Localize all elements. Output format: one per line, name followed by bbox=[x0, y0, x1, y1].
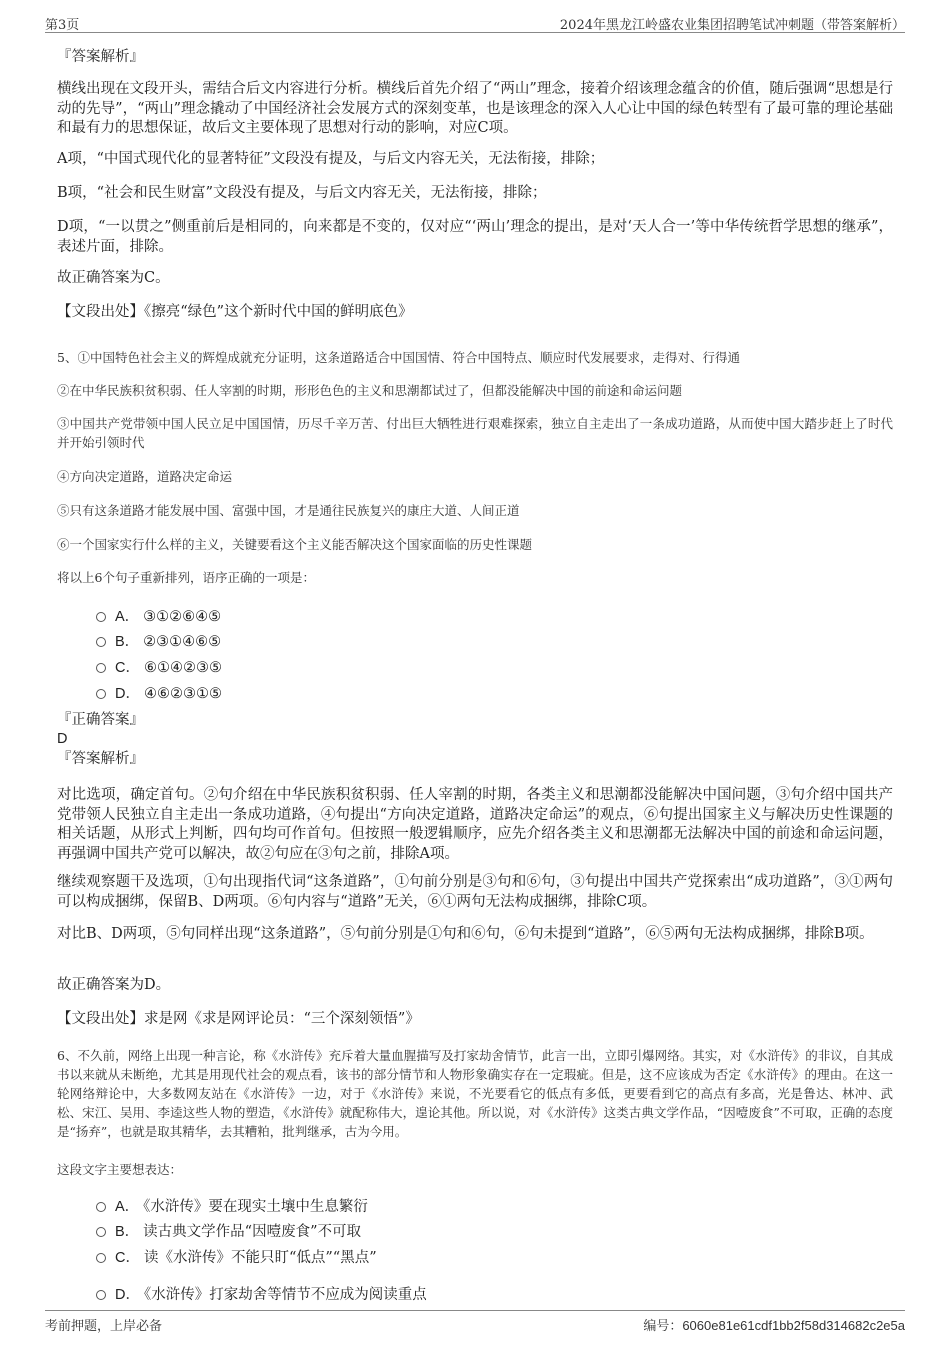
q6-option-c[interactable]: C． 读《水浒传》不能只盯“低点”“黑点” bbox=[96, 1246, 377, 1267]
q5-sentence-2: ②在中华民族积贫积弱、任人宰割的时期，形形色色的主义和思潮都试过了，但都没能解决中国的前途和命运问题 bbox=[57, 383, 683, 398]
q5-analysis-p3: 对比B、D两项，⑤句同样出现“这条道路”，⑤句前分别是①句和⑥句，⑥句未提到“道路”，⑥⑤两句无法构成捆绑，排除B项。 bbox=[57, 926, 874, 942]
q5-answer: D bbox=[57, 731, 68, 747]
q6-option-b[interactable]: B． 读古典文学作品“因噎废食”不可取 bbox=[96, 1220, 361, 1241]
source-1: 【文段出处】《擦亮“绿色”这个新时代中国的鲜明底色》 bbox=[57, 304, 413, 320]
q5-option-d[interactable]: D． ④⑥②③①⑤ bbox=[96, 682, 222, 703]
q5-option-a[interactable]: A． ③①②⑥④⑤ bbox=[96, 605, 221, 626]
analysis-option-a: A项，“中国式现代化的显著特征”文段没有提及，与后文内容无关，无法衔接，排除； bbox=[57, 151, 605, 167]
radio-icon[interactable] bbox=[96, 689, 106, 699]
page-header bbox=[45, 12, 905, 33]
q5-source: 【文段出处】求是网《求是网评论员：“三个深刻领悟”》 bbox=[57, 1011, 420, 1027]
q5-sentence-4: ④方向决定道路，道路决定命运 bbox=[57, 469, 233, 484]
footer-slogan: 考前押题，上岸必备 bbox=[45, 1319, 163, 1334]
q5-sentence-3: ③中国共产党带领中国人民立足中国国情，历尽千辛万苦、付出巨大牺牲进行艰难探索，独立自主走出了一条成功道路，从而使中国大踏步赶上了时代并开始引领时代 bbox=[57, 416, 893, 450]
q6-option-a[interactable]: A． 《水浒传》要在现实土壤中生息繁衍 bbox=[96, 1195, 368, 1216]
q5-analysis-p2: 继续观察题干及选项，①句出现指代词“这条道路”，①句前分别是③句和⑥句，③句提出中国共产党探索出“成功道路”，③①两句可以构成捆绑，保留B、D两项。⑥句内容与“道路”无关，⑥①两句无法构成捆绑，排除C项。 bbox=[57, 874, 893, 910]
analysis-option-d: D项，“一以贯之”侧重前后是相同的，向来都是不变的，仅对应“‘两山’理念的提出，是对‘天人合一’等中华传统哲学思想的继承”，表述片面，排除。 bbox=[57, 219, 893, 255]
page-footer bbox=[45, 1310, 905, 1333]
q5-option-c[interactable]: C． ⑥①④②③⑤ bbox=[96, 656, 222, 677]
conclusion-1: 故正确答案为C。 bbox=[57, 270, 170, 286]
radio-icon[interactable] bbox=[96, 663, 106, 673]
document-code: 编号：6060e81e61cdf1bb2f58d314682c2e5a bbox=[643, 1318, 905, 1334]
radio-icon[interactable] bbox=[96, 637, 106, 647]
page-number: 第3页 bbox=[45, 18, 80, 33]
radio-icon[interactable] bbox=[96, 612, 106, 622]
q5-sentence-5: ⑤只有这条道路才能发展中国、富强中国，才是通往民族复兴的康庄大道、人间正道 bbox=[57, 503, 520, 518]
q5-stem: 5、①中国特色社会主义的辉煌成就充分证明，这条道路适合中国国情、符合中国特点、顺应时代发展要求，走得对、行得通 bbox=[57, 350, 740, 365]
radio-icon[interactable] bbox=[96, 1253, 106, 1263]
q5-option-b[interactable]: B． ②③①④⑥⑤ bbox=[96, 630, 221, 651]
radio-icon[interactable] bbox=[96, 1290, 106, 1300]
q5-analysis-heading: 『答案解析』 bbox=[57, 751, 144, 767]
radio-icon[interactable] bbox=[96, 1227, 106, 1237]
q6-prompt: 这段文字主要想表达： bbox=[57, 1162, 183, 1177]
q5-prompt: 将以上6个句子重新排列，语序正确的一项是： bbox=[57, 570, 315, 585]
analysis-paragraph-1: 横线出现在文段开头，需结合后文内容进行分析。横线后首先介绍了“两山”理念，接着介绍该理念蕴含的价值，随后强调“思想是行动的先导”，“两山”理念撬动了中国经济社会发展方式的深刻变革，也是该理念的深入人心让中国的绿色转型有了最可靠的理论基础和最有力的思想保证，故后文主要体现了思想对行动的影响，对应C项。 bbox=[57, 81, 893, 136]
q6-option-d[interactable]: D． 《水浒传》打家劫舍等情节不应成为阅读重点 bbox=[96, 1283, 427, 1304]
q5-analysis-p1: 对比选项，确定首句。②句介绍在中华民族积贫积弱、任人宰割的时期，各类主义和思潮都没能解决中国问题，③句介绍中国共产党带领人民独立自主走出一条成功道路，④句提出“方向决定道路，道路决定命运”的观点，⑥句提出国家主义与解决历史性课题的相关话题，从形式上判断，四句均可作首句。但按照一般逻辑顺序，应先介绍各类主义和思潮都无法解决中国的前途和命运问题，再强调中国共产党可以解决，故②句应在③句之前，排除A项。 bbox=[57, 787, 893, 862]
q5-conclusion: 故正确答案为D。 bbox=[57, 977, 171, 993]
analysis-option-b: B项，“社会和民生财富”文段没有提及，与后文内容无关，无法衔接，排除； bbox=[57, 185, 547, 201]
analysis-heading-1: 『答案解析』 bbox=[57, 49, 144, 65]
document-title: 2024年黑龙江岭盛农业集团招聘笔试冲刺题（带答案解析） bbox=[559, 18, 905, 33]
q5-sentence-6: ⑥一个国家实行什么样的主义，关键要看这个主义能否解决这个国家面临的历史性课题 bbox=[57, 537, 533, 552]
q5-answer-heading: 『正确答案』 bbox=[57, 712, 144, 728]
radio-icon[interactable] bbox=[96, 1202, 106, 1212]
q6-stem: 6、不久前，网络上出现一种言论，称《水浒传》充斥着大量血腥描写及打家劫舍情节，此言一出，立即引爆网络。其实，对《水浒传》的非议，自其成书以来就从未断绝，尤其是用现代社会的观点看，该书的部分情节和人物形象确实存在一定瑕疵。但是，这不应该成为否定《水浒传》的理由。在这一轮网络辩论中，大多数网友站在《水浒传》一边，对于《水浒传》来说，不光要看它的低点有多低，更要看到它的高点有多高，光是鲁达、林冲、武松、宋江、吴用、李逵这些人物的塑造，《水浒传》就配称伟大，遑论其他。所以说，对《水浒传》这类古典文学作品，“因噎废食”不可取，正确的态度是“扬弃”，也就是取其精华，去其糟粕，批判继承，古为今用。 bbox=[57, 1048, 893, 1139]
